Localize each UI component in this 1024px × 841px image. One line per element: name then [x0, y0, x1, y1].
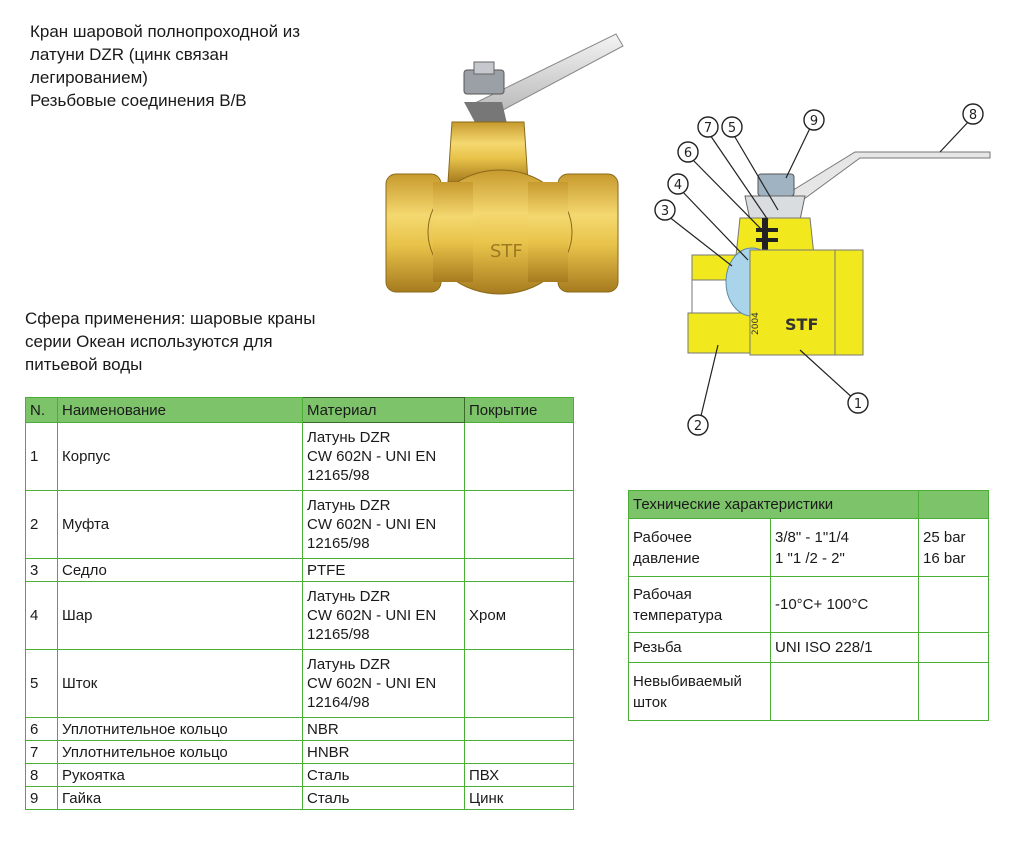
part-material [303, 764, 465, 787]
material-line: CW 602N - UNI EN [307, 675, 437, 692]
part-material [303, 582, 465, 650]
material-line: Латунь DZR [307, 656, 391, 673]
part-number: 9 [26, 787, 58, 810]
callout-1 [848, 393, 868, 413]
material-line: PTFE [307, 561, 346, 579]
diagram-body-marking: STF [785, 315, 819, 334]
parts-table [25, 397, 574, 810]
tech-specs-table [628, 490, 989, 721]
table-row [26, 787, 574, 810]
spec-extra [919, 519, 989, 577]
callout-7 [698, 117, 718, 137]
ball-valve-cutaway-diagram [640, 100, 1000, 440]
table-header-row [26, 398, 574, 423]
part-material [303, 559, 465, 582]
part-coating [465, 718, 574, 741]
spec-name-line: Резьба [633, 639, 682, 656]
part-name: Муфта [58, 491, 303, 559]
scope-line: Сфера применения: шаровые краны [25, 309, 316, 328]
part-number: 5 [26, 650, 58, 718]
svg-text:2: 2 [693, 419, 703, 434]
part-name: Шар [58, 582, 303, 650]
table-row [629, 663, 989, 721]
header-empty [919, 491, 989, 519]
diagram-side-marking: 2004 [751, 312, 761, 335]
part-material [303, 718, 465, 741]
material-line: Латунь DZR [307, 429, 391, 446]
part-coating [465, 650, 574, 718]
callout-9 [804, 110, 824, 130]
callout-6 [678, 142, 698, 162]
part-number: 8 [26, 764, 58, 787]
table-row [26, 741, 574, 764]
part-coating [465, 491, 574, 559]
spec-value-line: -10°C+ 100°C [775, 596, 869, 613]
table-row [26, 718, 574, 741]
svg-text:3: 3 [660, 204, 670, 219]
part-material [303, 787, 465, 810]
callout-8 [963, 104, 983, 124]
svg-text:9: 9 [809, 114, 819, 129]
part-number: 6 [26, 718, 58, 741]
part-material [303, 741, 465, 764]
description-line: легированием) [30, 68, 148, 87]
material-line: CW 602N - UNI EN [307, 607, 437, 624]
part-material [303, 650, 465, 718]
part-name: Корпус [58, 423, 303, 491]
product-description [30, 20, 375, 112]
part-name: Уплотнительное кольцо [58, 741, 303, 764]
svg-text:7: 7 [703, 121, 713, 136]
ball-valve-photo [378, 32, 628, 302]
description-line: Кран шаровой полнопроходной из [30, 22, 301, 41]
spec-name-line: Невыбиваемый [633, 672, 742, 690]
application-scope [25, 307, 385, 376]
spec-name-line: шток [633, 693, 667, 711]
spec-value-line: UNI ISO 228/1 [775, 639, 873, 656]
part-number: 3 [26, 559, 58, 582]
part-name: Уплотнительное кольцо [58, 718, 303, 741]
scope-line: серии Океан используются для [25, 332, 273, 351]
callout-3 [655, 200, 675, 220]
part-name: Рукоятка [58, 764, 303, 787]
spec-extra [919, 633, 989, 663]
spec-extra [919, 577, 989, 633]
spec-value-line: 3/8" - 1"1/4 [775, 528, 850, 546]
material-line: Латунь DZR [307, 588, 391, 605]
spec-name-line: температура [633, 606, 723, 624]
spec-name [629, 663, 771, 721]
material-line: CW 602N - UNI EN [307, 448, 437, 465]
callout-2 [688, 415, 708, 435]
description-line: латуни DZR (цинк связан [30, 45, 229, 64]
part-coating [465, 423, 574, 491]
header-number: N. [26, 398, 58, 423]
table-row [26, 650, 574, 718]
spec-name [629, 519, 771, 577]
part-name: Гайка [58, 787, 303, 810]
part-material [303, 491, 465, 559]
svg-text:5: 5 [727, 121, 737, 136]
spec-extra-line: 25 bar [923, 528, 966, 546]
table-row [26, 559, 574, 582]
material-line: 12165/98 [307, 626, 370, 643]
part-coating: ПВХ [465, 764, 574, 787]
material-line: HNBR [307, 743, 350, 761]
table-header-row [629, 491, 989, 519]
material-line: Сталь [307, 789, 350, 807]
material-line: 12164/98 [307, 694, 370, 711]
part-coating: Цинк [465, 787, 574, 810]
spec-value-line: 1 "1 /2 - 2" [775, 549, 845, 567]
material-line: 12165/98 [307, 535, 370, 552]
table-row [26, 764, 574, 787]
part-material [303, 423, 465, 491]
table-row [629, 577, 989, 633]
table-row [26, 491, 574, 559]
svg-text:8: 8 [968, 108, 978, 123]
material-line: CW 602N - UNI EN [307, 516, 437, 533]
description-line: Резьбовые соединения В/В [30, 91, 247, 110]
callout-5 [722, 117, 742, 137]
part-number: 7 [26, 741, 58, 764]
part-number: 4 [26, 582, 58, 650]
spec-name [629, 633, 771, 663]
part-name: Седло [58, 559, 303, 582]
spec-value [771, 577, 919, 633]
table-row [26, 582, 574, 650]
body-marking: STF [490, 241, 523, 262]
table-row [26, 423, 574, 491]
scope-line: питьевой воды [25, 355, 143, 374]
header-material: Материал [303, 398, 465, 423]
material-line: Латунь DZR [307, 497, 391, 514]
part-coating: Хром [465, 582, 574, 650]
svg-text:1: 1 [853, 397, 863, 412]
svg-text:4: 4 [673, 178, 683, 193]
spec-extra [919, 663, 989, 721]
svg-text:6: 6 [683, 146, 693, 161]
spec-value [771, 663, 919, 721]
part-name: Шток [58, 650, 303, 718]
spec-extra-line: 16 bar [923, 549, 966, 567]
part-coating [465, 559, 574, 582]
spec-name-line: Рабочее [633, 528, 692, 546]
spec-name [629, 577, 771, 633]
material-line: NBR [307, 720, 339, 738]
material-line: 12165/98 [307, 467, 370, 484]
part-coating [465, 741, 574, 764]
part-number: 2 [26, 491, 58, 559]
header-name: Наименование [58, 398, 303, 423]
table-row [629, 633, 989, 663]
callout-4 [668, 174, 688, 194]
material-line: Сталь [307, 766, 350, 784]
spec-value [771, 633, 919, 663]
spec-value [771, 519, 919, 577]
header-coating: Покрытие [465, 398, 574, 423]
table-row [629, 519, 989, 577]
part-number: 1 [26, 423, 58, 491]
tech-specs-title: Технические характеристики [629, 491, 919, 519]
spec-name-line: Рабочая [633, 585, 692, 603]
spec-name-line: давление [633, 549, 700, 567]
